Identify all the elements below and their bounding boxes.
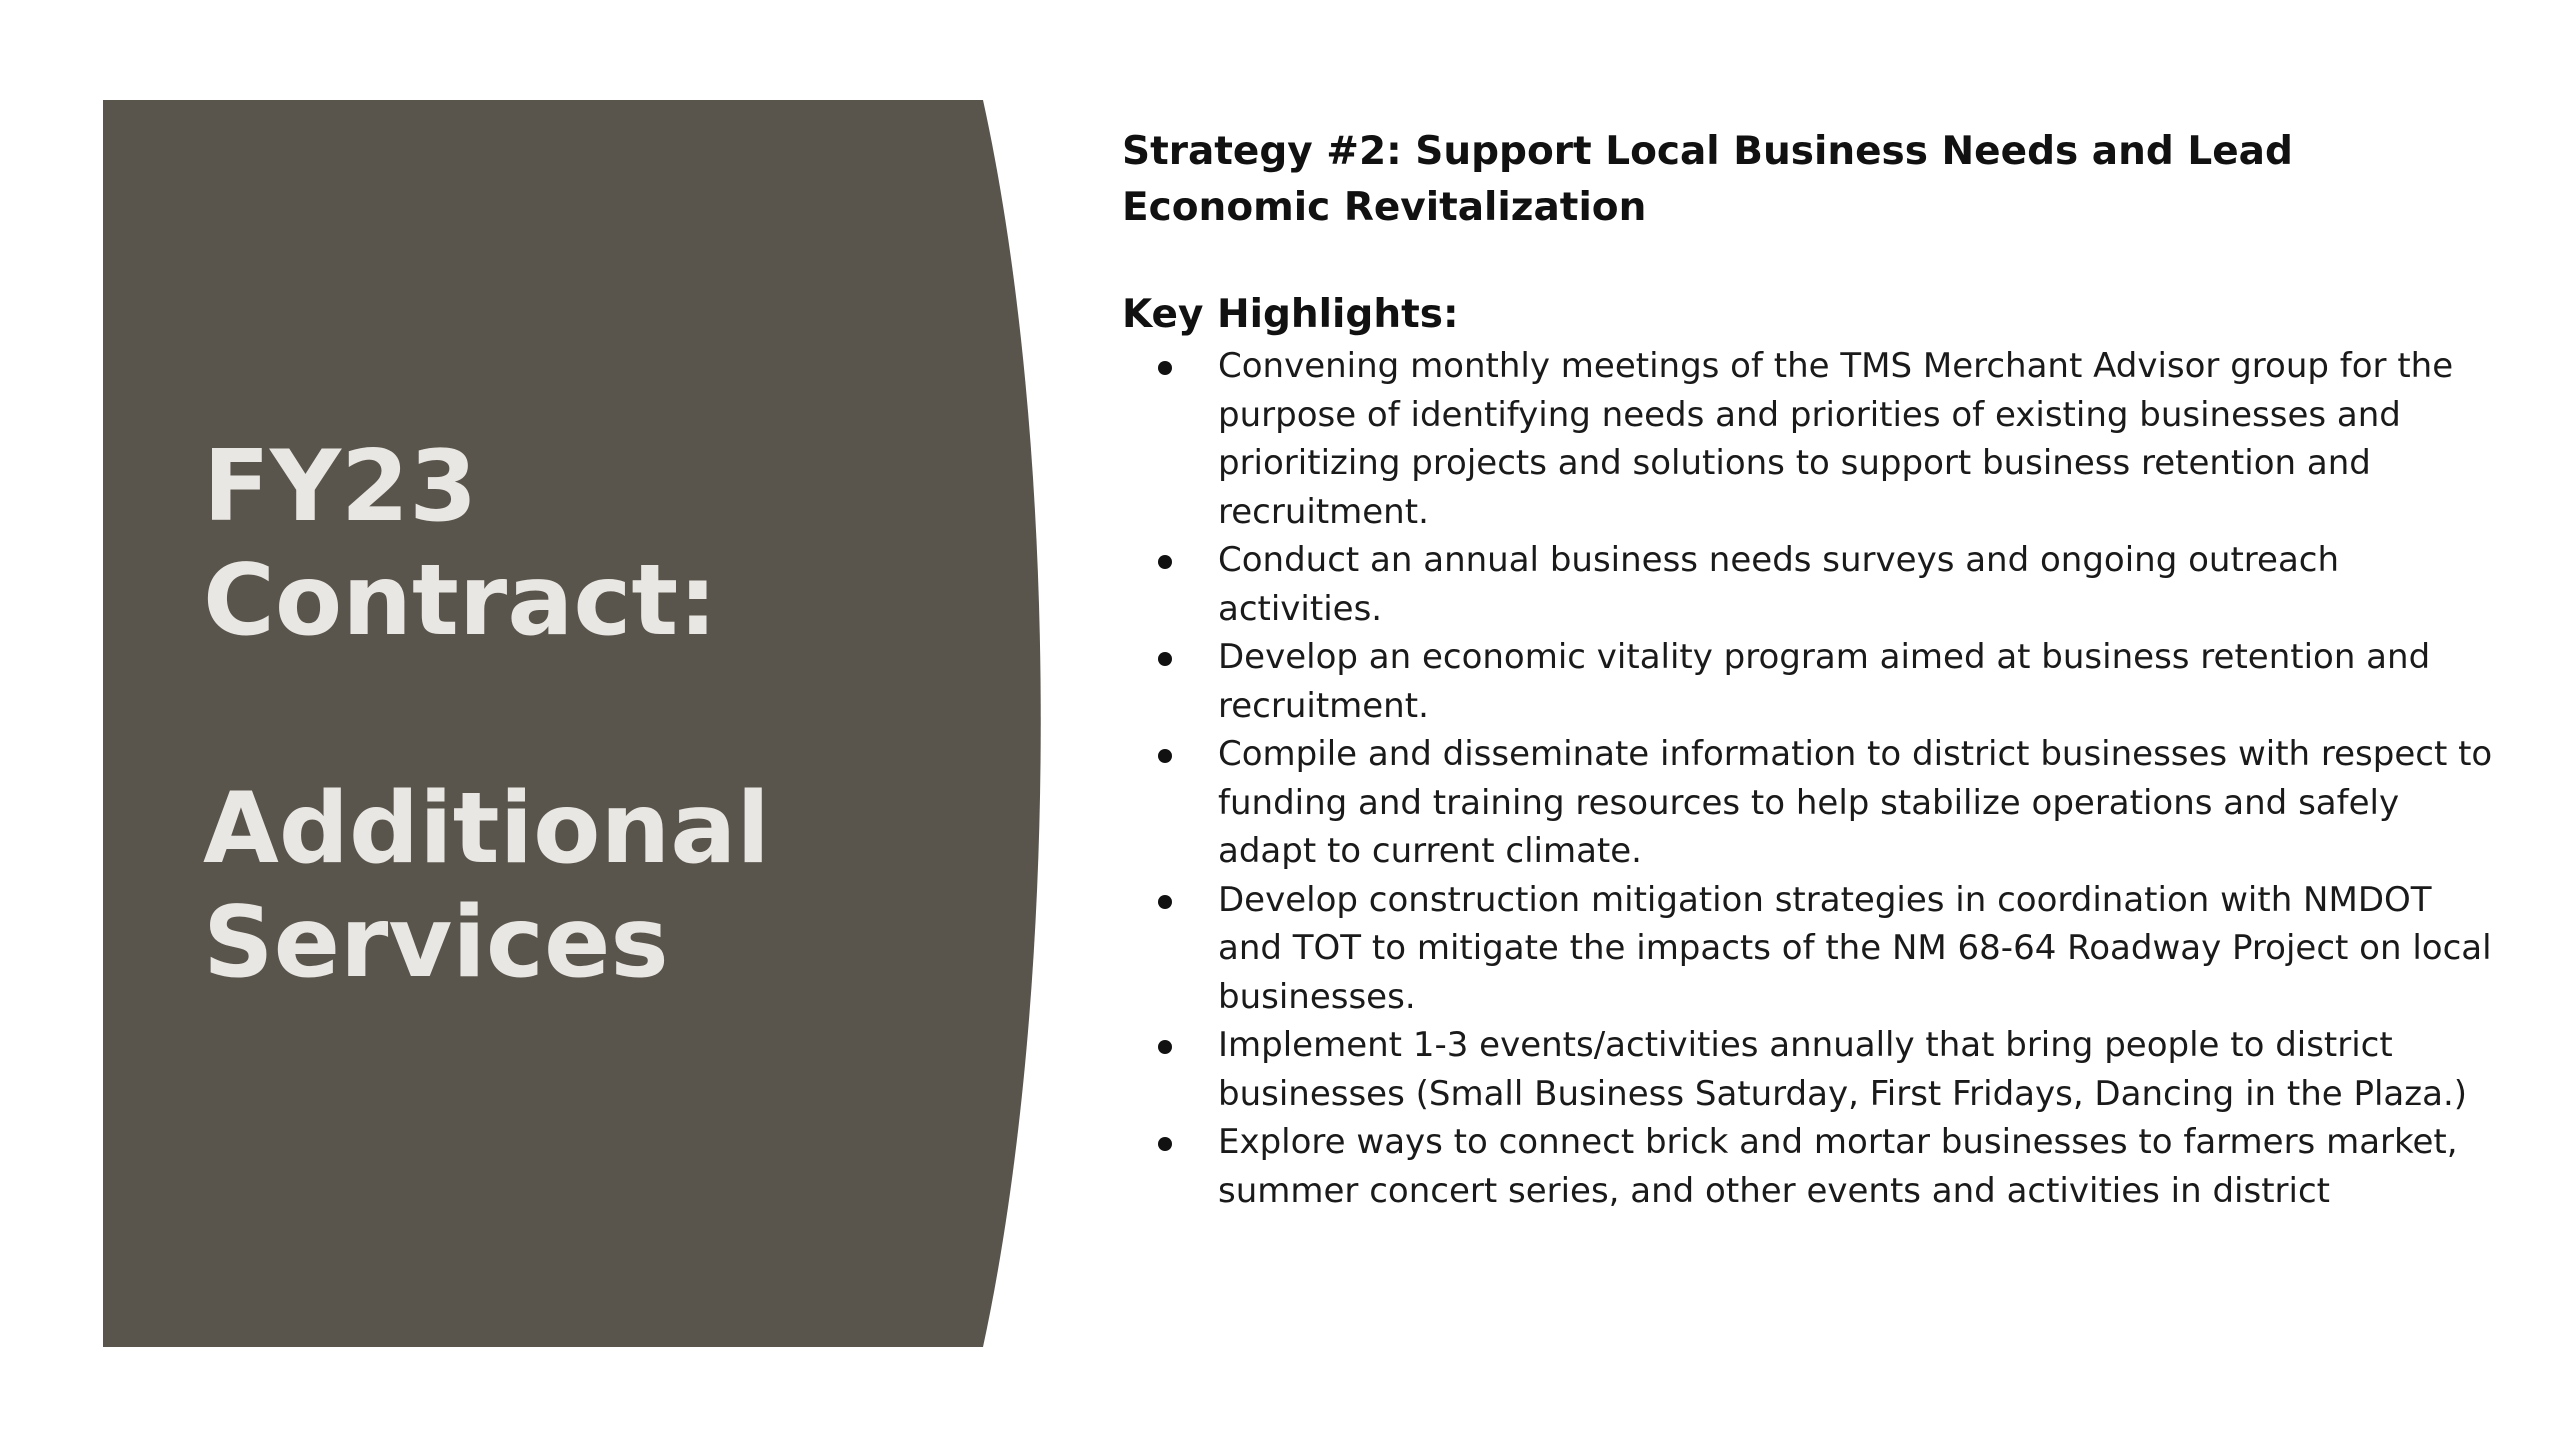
bullet-icon	[1158, 361, 1172, 375]
list-item	[1122, 342, 2502, 536]
slide-title	[203, 430, 1003, 1000]
bullet-icon	[1158, 895, 1172, 909]
list-item	[1122, 876, 2502, 1022]
list-item	[1122, 730, 2502, 876]
bullet-icon	[1158, 749, 1172, 763]
bullet-icon	[1158, 652, 1172, 666]
title-line-5: Services	[203, 886, 669, 1000]
title-panel	[0, 0, 1060, 1440]
title-line-1: FY23	[203, 430, 478, 544]
title-line-4: Additional	[203, 772, 770, 886]
list-item	[1122, 1118, 2502, 1215]
highlights-heading: Key Highlights:	[1122, 292, 1459, 337]
list-item-text: Implement 1-3 events/activities annually that bring people to district businesses (Small Business Saturday, First Fridays, Dancing in the Plaza.)	[1218, 1025, 2468, 1114]
strategy-heading: Strategy #2: Support Local Business Needs and Lead Economic Revitalization	[1122, 129, 2293, 230]
content-area	[1122, 124, 2502, 1215]
list-item-text: Conduct an annual business needs surveys and ongoing outreach activities.	[1218, 540, 2340, 629]
list-item-text: Develop an economic vitality program aimed at business retention and recruitment.	[1218, 637, 2431, 726]
title-spacer	[203, 658, 1003, 772]
list-item-text: Develop construction mitigation strategies in coordination with NMDOT and TOT to mitigate the impacts of the NM 68-64 Roadway Project on local businesses.	[1218, 879, 2492, 1017]
bullet-icon	[1158, 555, 1172, 569]
list-item	[1122, 1021, 2502, 1118]
title-line-2: Contract:	[203, 544, 718, 658]
list-item-text: Explore ways to connect brick and mortar businesses to farmers market, summer concert series, and other events and activities in district	[1218, 1122, 2458, 1211]
highlights-list	[1122, 342, 2502, 1215]
list-item-text: Convening monthly meetings of the TMS Merchant Advisor group for the purpose of identifying needs and priorities of existing businesses and prioritizing projects and solutions to support business retention and recruitment.	[1218, 346, 2454, 532]
list-item	[1122, 536, 2502, 633]
bullet-icon	[1158, 1137, 1172, 1151]
list-item-text: Compile and disseminate information to district businesses with respect to funding and training resources to help stabilize operations and safely adapt to current climate.	[1218, 734, 2493, 871]
bullet-icon	[1158, 1040, 1172, 1054]
list-item	[1122, 633, 2502, 730]
